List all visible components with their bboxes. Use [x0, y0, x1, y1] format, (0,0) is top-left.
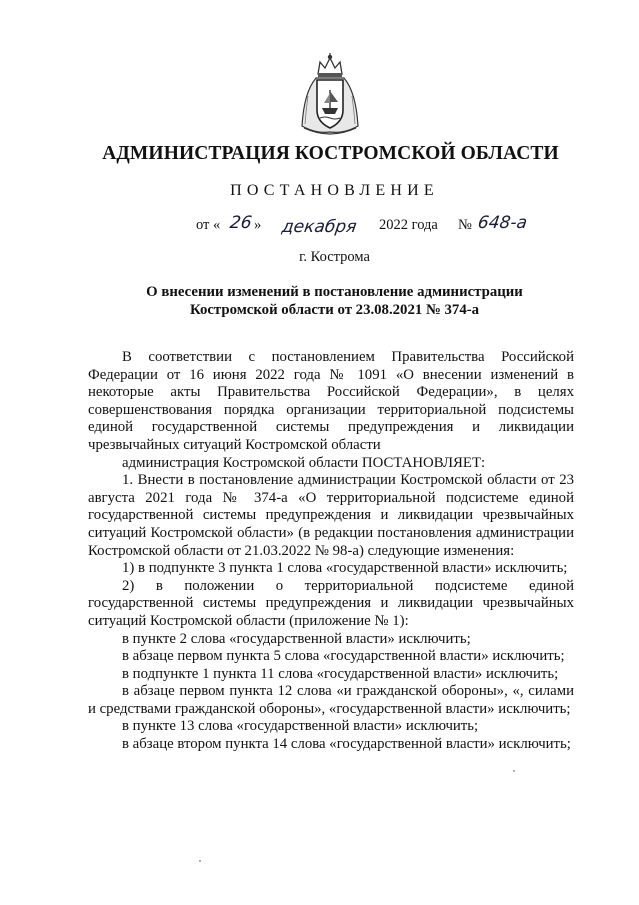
date-year: 2022 года [379, 217, 438, 233]
number-sign: № [458, 217, 472, 233]
paragraph-subitem-1: 1) в подпункте 3 пункта 1 слова «государственной власти» исключить; [122, 560, 568, 577]
paragraph-resolves: администрация Костромской области ПОСТАНОВЛЯЕТ: [122, 454, 486, 471]
coat-of-arms-icon [296, 52, 364, 138]
date-month-handwritten: декабря [280, 217, 358, 237]
organization-title: АДМИНИСТРАЦИЯ КОСТРОМСКОЙ ОБЛАСТИ [102, 143, 559, 164]
date-prefix: от « [196, 217, 221, 233]
city: г. Кострома [299, 249, 370, 265]
document-body [88, 349, 574, 754]
paragraph-point-5: в абзаце первом пункта 5 слова «государственной власти» исключить; [122, 648, 565, 665]
document-number-handwritten: 648-а [476, 213, 529, 233]
scan-speck [513, 770, 515, 772]
paragraph-point-2: в пункте 2 слова «государственной власти» исключить; [122, 630, 471, 647]
document-subject [0, 283, 639, 319]
paragraph-point-13: в пункте 13 слова «государственной власти» исключить; [122, 718, 479, 735]
paragraph-item-1: 1. Внести в постановление администрации Костромской области от 23 августа 2021 года № 374-а «О территориальной подсистеме единой государственной системы предупреждения и ликвидации чрезвычайных ситуаций Костромской области» (в редакции постановления администрации Костромской области от 21.03.2022 № 98-а) следующие изменения: [88, 472, 574, 559]
date-number-line [196, 213, 596, 241]
paragraph-point-14: в абзаце втором пункта 14 слова «государственной власти» исключить; [122, 736, 571, 753]
date-close-quote: » [254, 217, 262, 233]
subject-line-1: О внесении изменений в постановление администрации [146, 284, 523, 300]
paragraph-preamble: В соответствии с постановлением Правительства Российской Федерации от 16 июня 2022 года № 1091 «О внесении изменений в некоторые акты Правительства Российской Федерации», в целях совершенствования порядка организации территориальной подсистемы единой государственной системы предупреждения и ликвидации чрезвычайных ситуаций Костромской области [88, 349, 574, 453]
paragraph-subitem-2: 2) в положении о территориальной подсистеме единой государственной системы предупреждения и ликвидации чрезвычайных ситуаций Костромской области (приложение № 1): [88, 577, 574, 629]
document-kind: ПОСТАНОВЛЕНИЕ [230, 182, 439, 199]
date-day-handwritten: 26 [228, 213, 254, 233]
paragraph-point-11: в подпункте 1 пункта 11 слова «государственной власти» исключить; [122, 665, 559, 682]
subject-line-2: Костромской области от 23.08.2021 № 374-а [189, 302, 480, 318]
paragraph-point-12: в абзаце первом пункта 12 слова «и гражданской обороны», «, силами и средствами гражданской обороны», «государственной власти» исключить; [88, 683, 574, 717]
scan-speck [199, 860, 201, 862]
